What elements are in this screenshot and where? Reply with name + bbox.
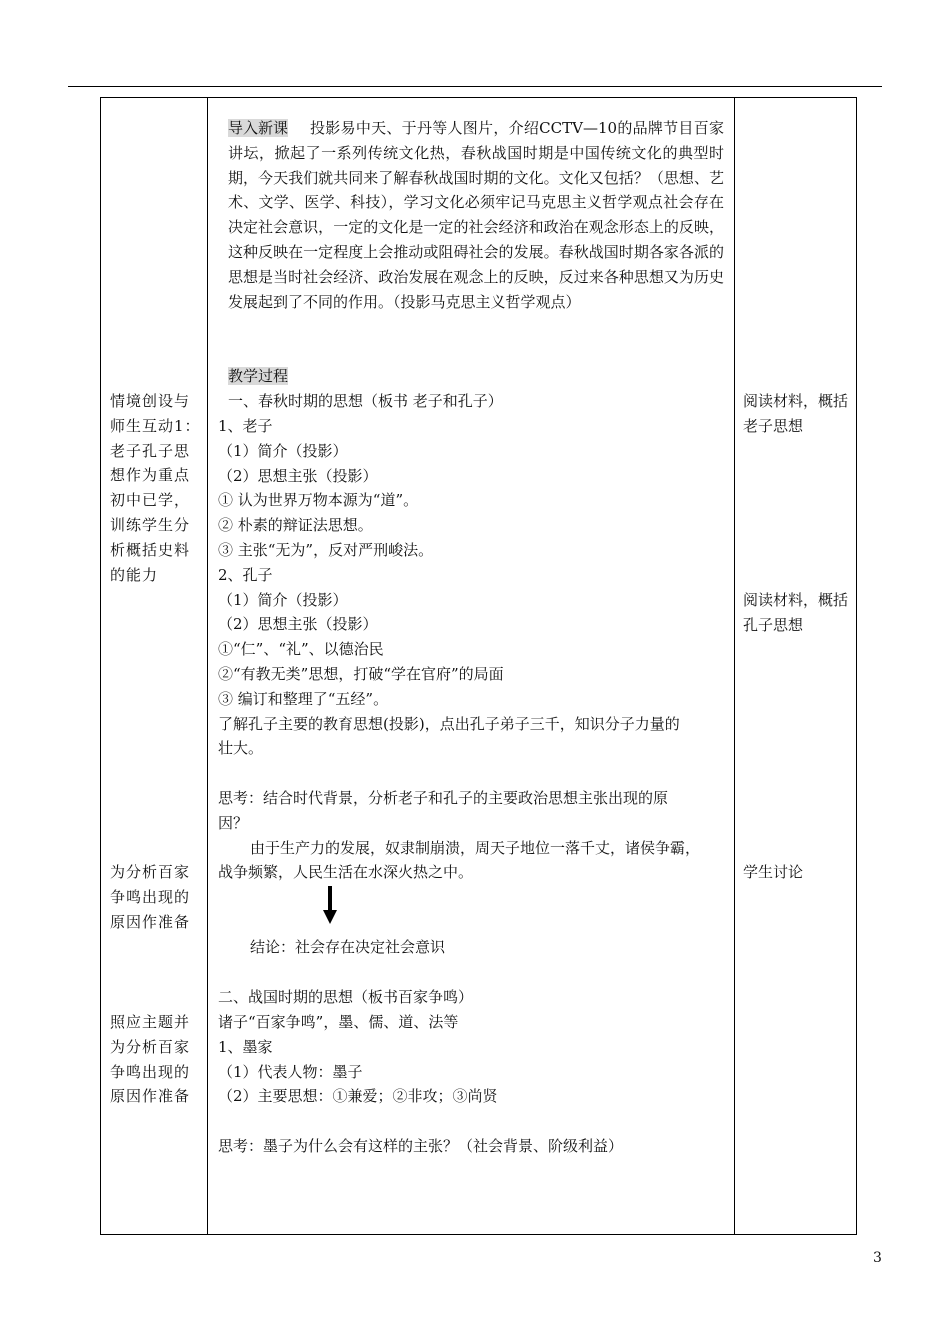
down-arrow-icon [323, 886, 337, 926]
process-line: ① 认为世界万物本源为“道”。 [218, 491, 419, 509]
process-line: ③ 编订和整理了“五经”。 [218, 690, 389, 708]
process-line: 二、战国时期的思想（板书百家争鸣） [218, 988, 474, 1006]
column-divider-left [207, 97, 208, 1235]
process-line: 思考：墨子为什么会有这样的主张？（社会背景、阶级利益） [218, 1137, 624, 1155]
process-line: 战争频繁，人民生活在水深火热之中。 [218, 863, 474, 881]
process-line: （2）主要思想：①兼爱；②非攻；③尚贤 [218, 1087, 498, 1105]
process-line: ③ 主张“无为”，反对严刑峻法。 [218, 541, 434, 559]
process-line: 一、春秋时期的思想（板书 老子和孔子） [228, 392, 503, 410]
left-note: 照应主题并为分析百家争鸣出现的原因作准备 [110, 1013, 191, 1106]
intro-label: 导入新课 [228, 119, 289, 137]
process-line: （1）代表人物：墨子 [218, 1063, 363, 1081]
right-note: 阅读材料，概括孔子思想 [743, 591, 849, 634]
process-line: 壮大。 [218, 739, 264, 757]
process-line: 思考：结合时代背景，分析老子和孔子的主要政治思想主张出现的原 [218, 789, 669, 807]
process-label: 教学过程 [228, 367, 289, 385]
process-line: 诸子“百家争鸣”，墨、儒、道、法等 [218, 1013, 459, 1031]
right-note: 学生讨论 [743, 863, 804, 881]
left-note: 为分析百家争鸣出现的原因作准备 [110, 863, 191, 931]
process-line: 因？ [218, 814, 249, 832]
process-line: ①“仁”、“礼”、以德治民 [218, 640, 384, 658]
left-note: 情境创设与师生互动1：老子孔子思想作为重点初中已学，训练学生分析概括史料的能力 [110, 392, 201, 584]
conclusion: 结论：社会存在决定社会意识 [250, 938, 446, 956]
page-number: 3 [873, 1250, 882, 1266]
process-line: （2）思想主张（投影） [218, 467, 378, 485]
column-divider-right [734, 97, 735, 1235]
process-line: ② 朴素的辩证法思想。 [218, 516, 373, 534]
header-rule [68, 86, 882, 87]
intro-paragraph: 投影易中天、于丹等人图片，介绍CCTV—10的品牌节目百家讲坛，掀起了一系列传统文化热，春秋战国时期是中国传统文化的典型时期，今天我们就共同来了解春秋战国时期的文化。文化又包括？（思想、艺术、文学、医学、科技），学习文化必须牢记马克思主义哲学观点社会存在决定社会意识，一定的文化是一定的社会经济和政治在观念形态上的反映，这种反映在一定程度上会推动或阻碍社会的发展。春秋战国时期各家各派的思想是当时社会经济、政治发展在观念上的反映，反过来各种思想又为历史发展起到了不同的作用。（投影马克思主义哲学观点） [228, 119, 724, 311]
process-line: 1、老子 [218, 417, 273, 435]
process-line: ②“有教无类”思想，打破“学在官府”的局面 [218, 665, 504, 683]
process-line: （2）思想主张（投影） [218, 615, 378, 633]
process-line: （1）简介（投影） [218, 442, 348, 460]
right-note: 阅读材料，概括老子思想 [743, 392, 849, 435]
process-line: 由于生产力的发展，奴隶制崩溃，周天子地位一落千丈，诸侯争霸， [250, 839, 701, 857]
process-line: （1）简介（投影） [218, 591, 348, 609]
process-line: 2、孔子 [218, 566, 273, 584]
process-line: 1、墨家 [218, 1038, 273, 1056]
process-line: 了解孔子主要的教育思想(投影)，点出孔子弟子三千，知识分子力量的 [218, 715, 680, 733]
